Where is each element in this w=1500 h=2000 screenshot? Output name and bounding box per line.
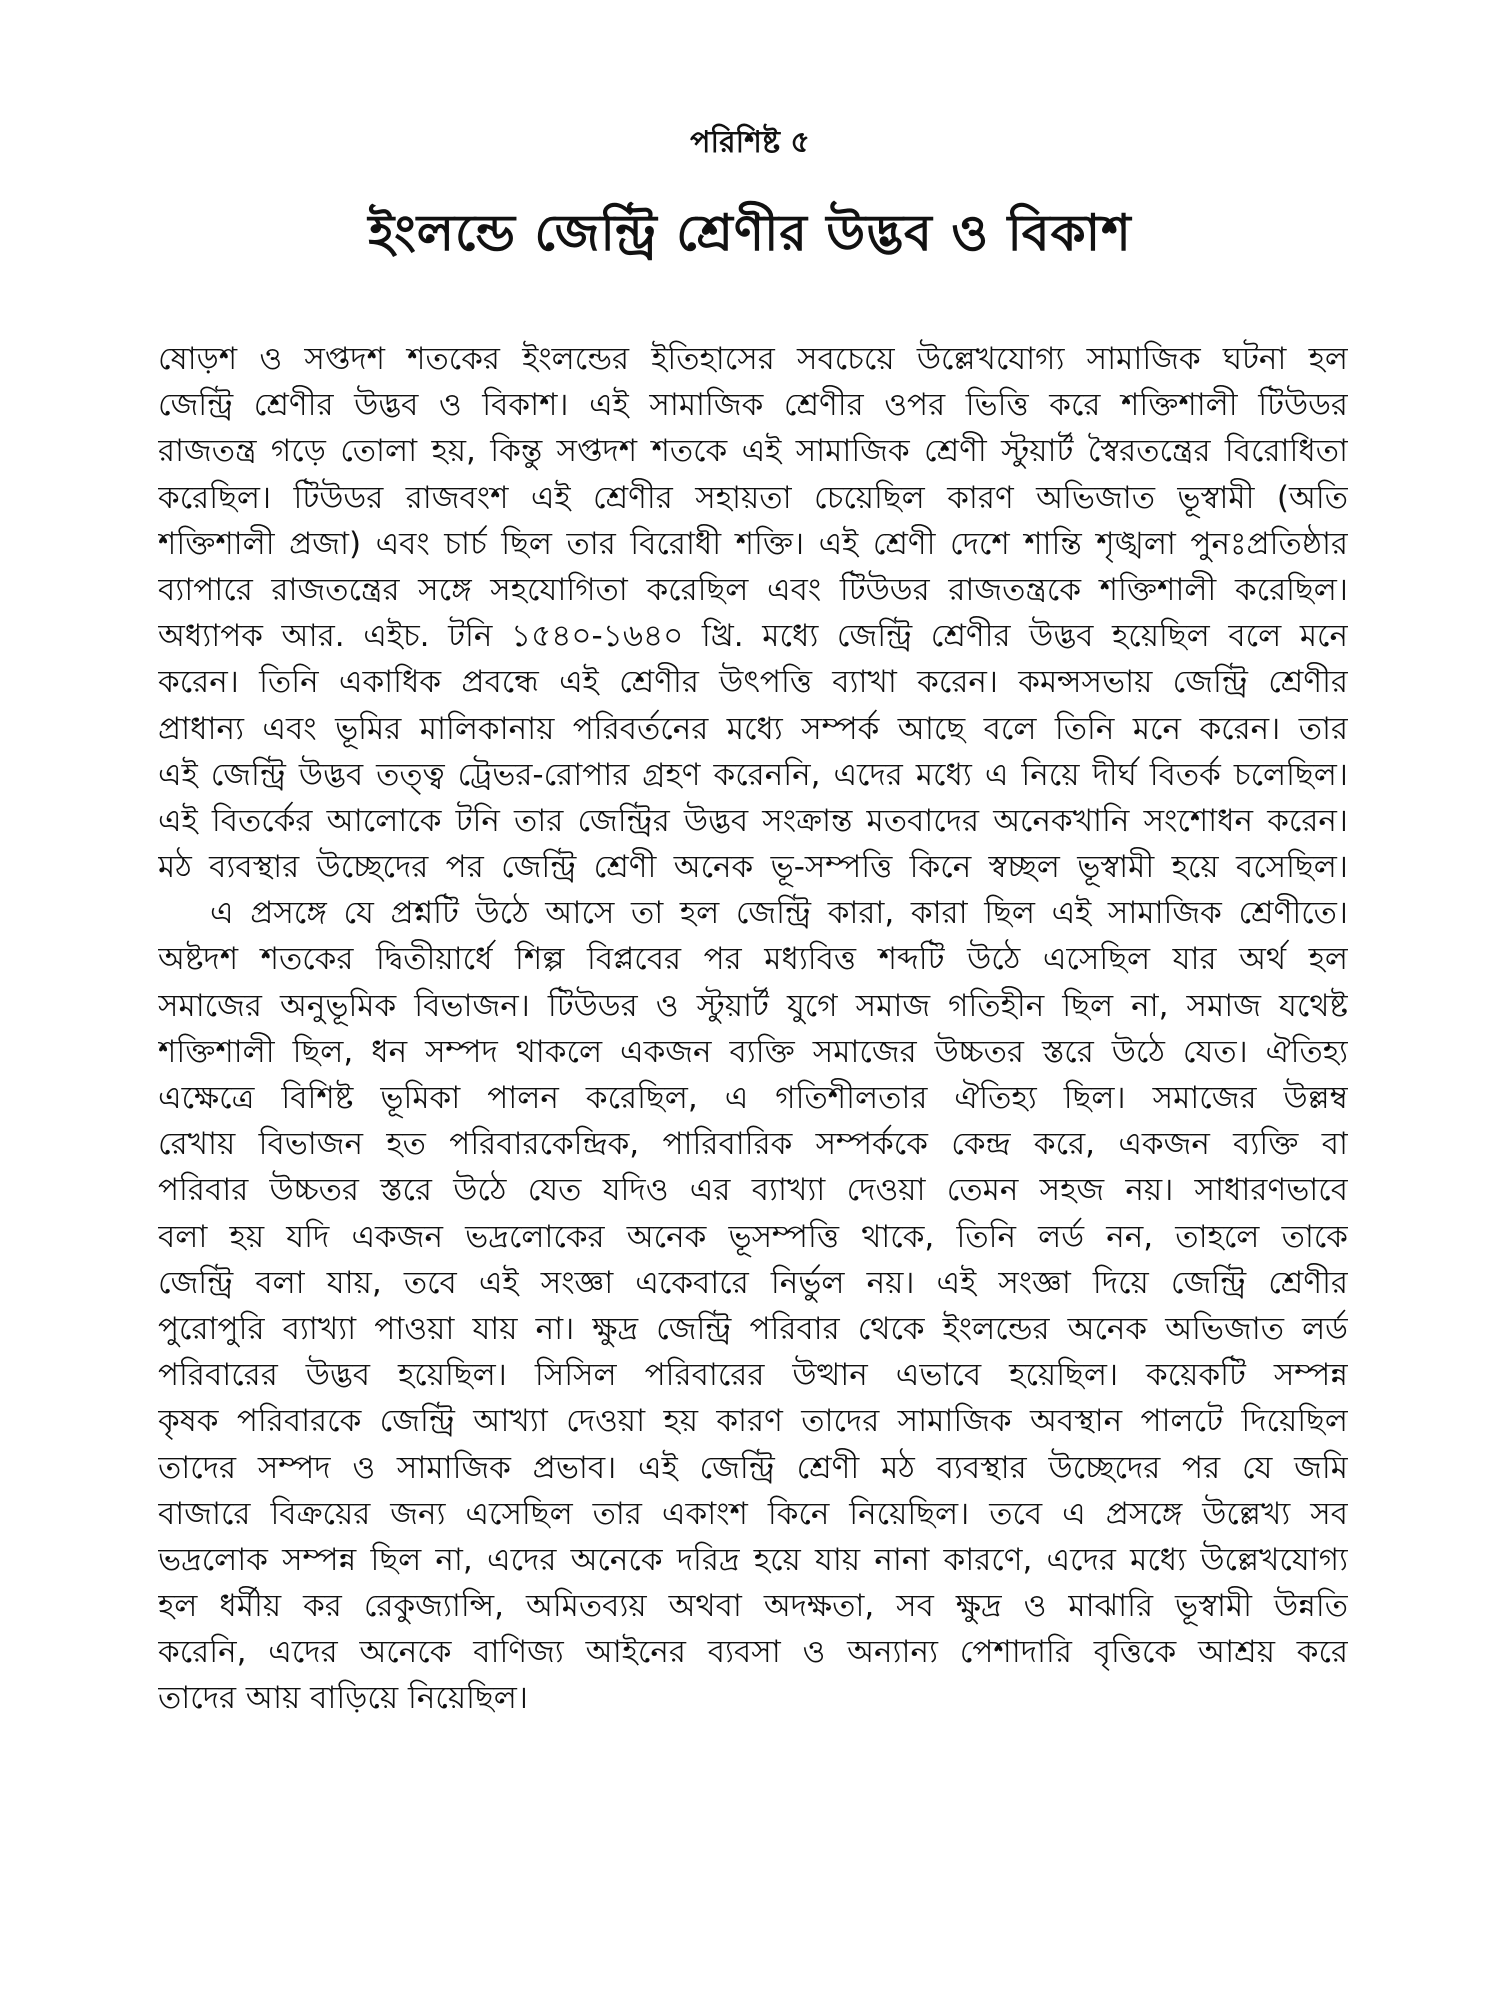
- appendix-label: পরিশিষ্ট ৫: [690, 125, 810, 160]
- text-line: এই বিতর্কের আলোকে টনি তার জেন্ট্রির উদ্ভব সংক্রান্ত মতবাদের অনেকখানি সংশোধন করেন।: [158, 802, 1348, 839]
- text-line: বলা হয় যদি একজন ভদ্রলোকের অনেক ভূসম্পত্তি থাকে, তিনি লর্ড নন, তাহলে তাকে: [158, 1218, 1348, 1255]
- text-line: বাজারে বিক্রয়ের জন্য এসেছিল তার একাংশ কিনে নিয়েছিল। তবে এ প্রসঙ্গে উল্লেখ্য সব: [158, 1495, 1348, 1532]
- text-line: ভদ্রলোক সম্পন্ন ছিল না, এদের অনেকে দরিদ্র হয়ে যায় নানা কারণে, এদের মধ্যে উল্লেখযোগ্য: [158, 1541, 1348, 1578]
- text-line: সমাজের অনুভূমিক বিভাজন। টিউডর ও স্টুয়ার্ট যুগে সমাজ গতিহীন ছিল না, সমাজ যথেষ্ট: [158, 987, 1348, 1024]
- text-line: পরিবার উচ্চতর স্তরে উঠে যেত যদিও এর ব্যাখ্যা দেওয়া তেমন সহজ নয়। সাধারণভাবে: [158, 1172, 1348, 1209]
- text-line: রেখায় বিভাজন হত পরিবারকেন্দ্রিক, পারিবারিক সম্পর্ককে কেন্দ্র করে, একজন ব্যক্তি বা: [158, 1126, 1348, 1163]
- text-line: তাদের সম্পদ ও সামাজিক প্রভাব। এই জেন্ট্রি শ্রেণী মঠ ব্যবস্থার উচ্ছেদের পর যে জমি: [158, 1449, 1348, 1486]
- text-line: রাজতন্ত্র গড়ে তোলা হয়, কিন্তু সপ্তদশ শতকে এই সামাজিক শ্রেণী স্টুয়ার্ট স্বৈরতন্ত্রের বিরোধিতা: [158, 433, 1348, 470]
- text-line: করেনি, এদের অনেকে বাণিজ্য আইনের ব্যবসা ও অন্যান্য পেশাদারি বৃত্তিকে আশ্রয় করে: [158, 1634, 1348, 1671]
- chapter-title: ইংলন্ডে জেন্ট্রি শ্রেণীর উদ্ভব ও বিকাশ: [368, 204, 1132, 262]
- text-line: অধ্যাপক আর. এইচ. টনি ১৫৪০-১৬৪০ খ্রি. মধ্যে জেন্ট্রি শ্রেণীর উদ্ভব হয়েছিল বলে মনে: [158, 618, 1348, 655]
- text-line: এই জেন্ট্রি উদ্ভব তত্ত্ব ট্রেভর-রোপার গ্রহণ করেননি, এদের মধ্যে এ নিয়ে দীর্ঘ বিতর্ক চলেছিল।: [158, 756, 1348, 793]
- text-line: জেন্ট্রি শ্রেণীর উদ্ভব ও বিকাশ। এই সামাজিক শ্রেণীর ওপর ভিত্তি করে শক্তিশালী টিউডর: [158, 387, 1348, 424]
- text-line: শক্তিশালী প্রজা) এবং চার্চ ছিল তার বিরোধী শক্তি। এই শ্রেণী দেশে শান্তি শৃঙ্খলা পুনঃপ্রতিষ্ঠার: [158, 525, 1348, 562]
- text-line: জেন্ট্রি বলা যায়, তবে এই সংজ্ঞা একেবারে নির্ভুল নয়। এই সংজ্ঞা দিয়ে জেন্ট্রি শ্রেণীর: [158, 1264, 1348, 1301]
- text-line-paragraph-start: এ প্রসঙ্গে যে প্রশ্নটি উঠে আসে তা হল জেন্ট্রি কারা, কারা ছিল এই সামাজিক শ্রেণীতে।: [210, 895, 1348, 932]
- text-line: কৃষক পরিবারকে জেন্ট্রি আখ্যা দেওয়া হয় কারণ তাদের সামাজিক অবস্থান পালটে দিয়েছিল: [158, 1403, 1348, 1440]
- text-line: প্রাধান্য এবং ভূমির মালিকানায় পরিবর্তনের মধ্যে সম্পর্ক আছে বলে তিনি মনে করেন। তার: [158, 710, 1348, 747]
- text-line: পুরোপুরি ব্যাখ্যা পাওয়া যায় না। ক্ষুদ্র জেন্ট্রি পরিবার থেকে ইংলন্ডের অনেক অভিজাত লর্ড: [158, 1310, 1348, 1347]
- text-line: হল ধর্মীয় কর রেকুজ্যান্সি, অমিতব্যয় অথবা অদক্ষতা, সব ক্ষুদ্র ও মাঝারি ভূস্বামী উন্নতি: [158, 1588, 1348, 1625]
- body-text: [158, 336, 1348, 1722]
- text-line: এক্ষেত্রে বিশিষ্ট ভূমিকা পালন করেছিল, এ গতিশীলতার ঐতিহ্য ছিল। সমাজের উল্লম্ব: [158, 1080, 1348, 1116]
- text-line: করেছিল। টিউডর রাজবংশ এই শ্রেণীর সহায়তা চেয়েছিল কারণ অভিজাত ভূস্বামী (অতি: [158, 479, 1348, 516]
- text-line: শক্তিশালী ছিল, ধন সম্পদ থাকলে একজন ব্যক্তি সমাজের উচ্চতর স্তরে উঠে যেত। ঐতিহ্য: [158, 1033, 1348, 1070]
- text-line: ষোড়শ ও সপ্তদশ শতকের ইংলন্ডের ইতিহাসের সবচেয়ে উল্লেখযোগ্য সামাজিক ঘটনা হল: [158, 341, 1348, 377]
- text-line: মঠ ব্যবস্থার উচ্ছেদের পর জেন্ট্রি শ্রেণী অনেক ভূ-সম্পত্তি কিনে স্বচ্ছল ভূস্বামী হয়ে বসেছিল।: [158, 849, 1348, 886]
- text-line: পরিবারের উদ্ভব হয়েছিল। সিসিল পরিবারের উত্থান এভাবে হয়েছিল। কয়েকটি সম্পন্ন: [158, 1357, 1348, 1394]
- text-line: ব্যাপারে রাজতন্ত্রের সঙ্গে সহযোগিতা করেছিল এবং টিউডর রাজতন্ত্রকে শক্তিশালী করেছিল।: [158, 571, 1348, 608]
- text-line-paragraph-end: তাদের আয় বাড়িয়ে নিয়েছিল।: [158, 1680, 528, 1717]
- text-line: অষ্টদশ শতকের দ্বিতীয়ার্ধে শিল্প বিপ্লবের পর মধ্যবিত্ত শব্দটি উঠে এসেছিল যার অর্থ হল: [158, 941, 1348, 978]
- text-line: করেন। তিনি একাধিক প্রবন্ধে এই শ্রেণীর উৎপত্তি ব্যাখা করেন। কমন্সসভায় জেন্ট্রি শ্রেণীর: [158, 664, 1348, 701]
